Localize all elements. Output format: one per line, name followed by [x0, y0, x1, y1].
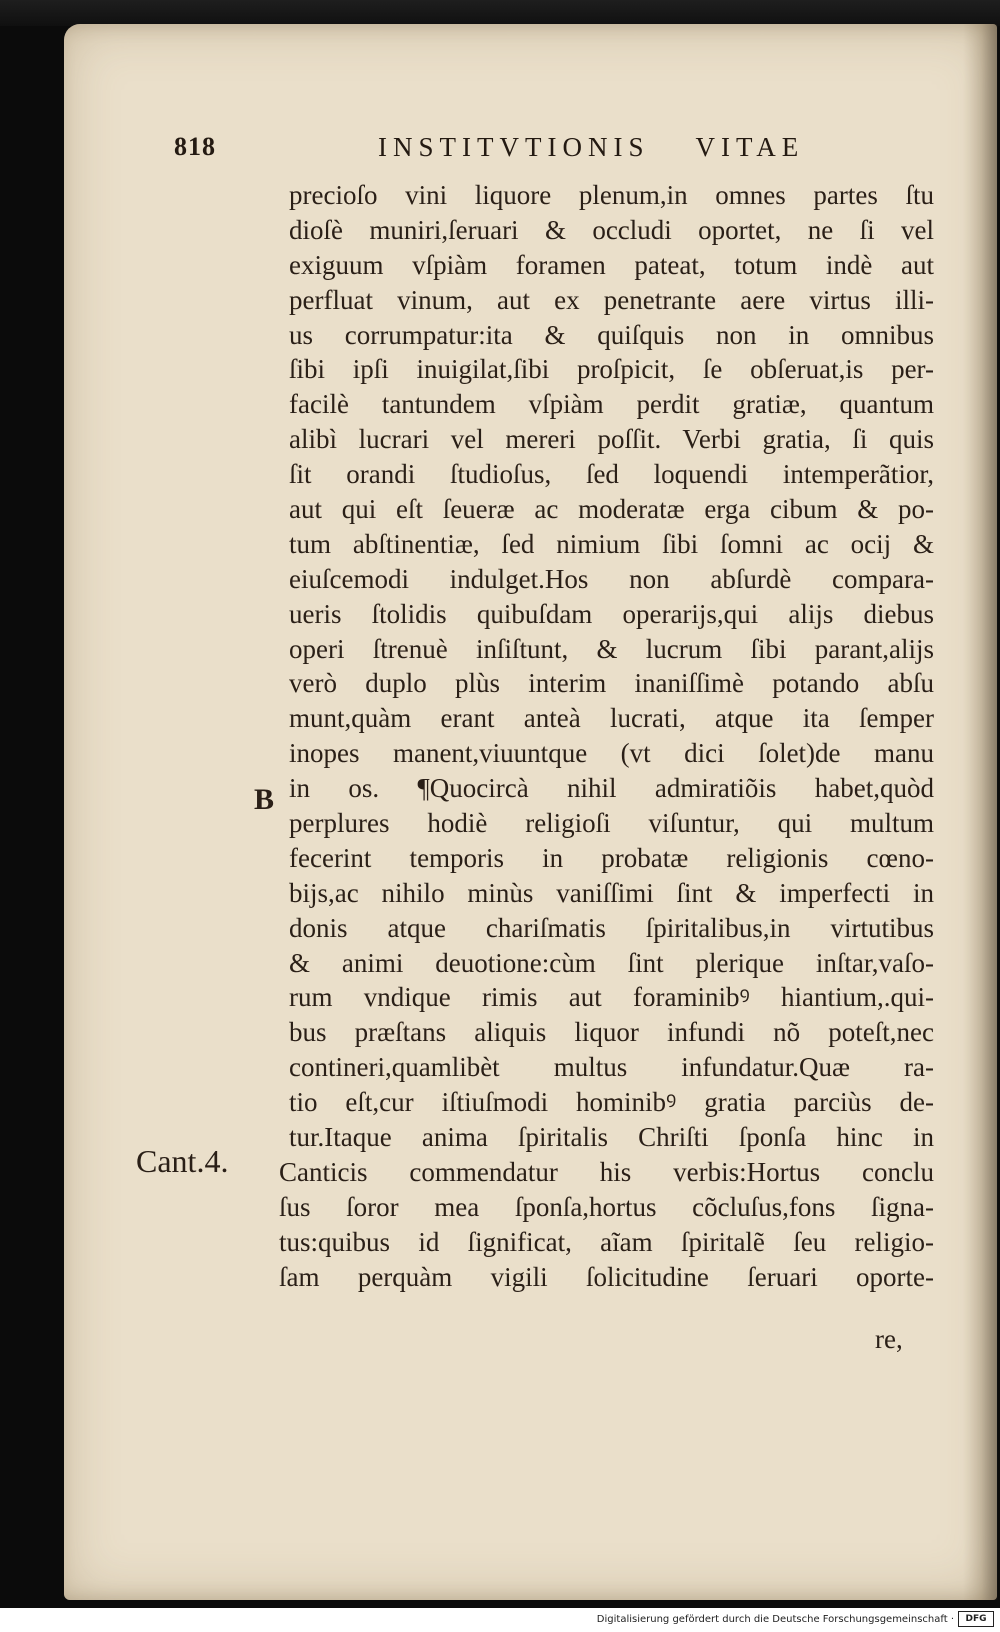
text-line: tus:quibus id ſignificat, aĩam ſpiritalẽ ſeu religio- [279, 1226, 934, 1257]
catchword: re, [875, 1324, 903, 1354]
text-line: us corrumpatur:ita & quiſquis non in omnibus [289, 319, 934, 350]
funding-credit: Digitalisierung gefördert durch die Deutsche Forschungsgemeinschaft · [596, 1614, 954, 1625]
text-line: aut qui eſt ſeueræ ac moderatæ erga cibum & po- [289, 494, 934, 525]
text-line: exiguum vſpiàm foramen pateat, totum indè aut [289, 249, 934, 280]
text-line: & animi deuotione:cùm ſint plerique inſtar,vaſo- [289, 947, 934, 978]
scanner-top-strip [0, 0, 1000, 26]
text-line: contineri,quamlibèt multus infundatur.Quæ ra- [289, 1052, 934, 1083]
text-line: rum vndique rimis aut foraminibꝰ hiantium,.qui- [289, 982, 934, 1013]
running-head-word: VITAE [695, 132, 805, 162]
margin-reference: Cant.4. [136, 1143, 229, 1179]
running-head-word: INSTITVTIONIS [378, 132, 650, 162]
text-line: perfluat vinum, aut ex penetrante aere virtus illi- [289, 284, 934, 315]
text-line: precioſo vini liquore plenum,in omnes partes ſtu [289, 180, 934, 210]
text-line: Canticis commendatur his verbis:Hortus conclu [279, 1156, 934, 1187]
page-number: 818 [174, 132, 216, 161]
text-line: inopes manent,viuuntque (vt dici ſolet)de manu [289, 738, 934, 769]
text-line: munt,quàm erant anteà lucrati, atque ita ſemper [289, 703, 934, 734]
text-line: tur.Itaque anima ſpiritalis Chriſti ſponſa hinc in [289, 1122, 934, 1153]
dfg-logo: DFG [958, 1611, 994, 1627]
body-text [279, 178, 934, 1295]
text-line: in os. ¶Quocircà nihil admiratiõis habet,quòd [289, 773, 934, 804]
digitization-footer [0, 1608, 1000, 1632]
text-line: perplures hodiè religioſi viſuntur, qui multum [289, 808, 934, 839]
text-line: ſam perquàm vigili ſolicitudine ſeruari oporte- [279, 1261, 934, 1292]
text-line: eiuſcemodi indulget.Hos non abſurdè compara- [289, 563, 934, 594]
text-line: bus præſtans aliquis liquor infundi nõ poteſt,nec [289, 1017, 934, 1048]
text-line: dioſè muniri,ſeruari & occludi oportet, ne ſi vel [289, 214, 934, 245]
text-line: tio eſt,cur iſtiuſmodi hominibꝰ gratia parciùs de- [289, 1087, 934, 1118]
text-line: ueris ſtolidis quibuſdam operarijs,qui alijs diebus [289, 598, 934, 629]
text-line: bijs,ac nihilo minùs vaniſſimi ſint & imperfecti in [289, 877, 934, 908]
margin-section-letter: B [254, 783, 275, 816]
text-line: alibì lucrari vel mereri poſſit. Verbi gratia, ſi quis [289, 424, 934, 455]
text-line: verò duplo plùs interim inaniſſimè potando abſu [289, 668, 934, 699]
text-line: tum abſtinentiæ, ſed nimium ſibi ſomni ac ocij & [289, 528, 934, 559]
running-head [378, 132, 804, 163]
text-line: ſus ſoror mea ſponſa,hortus cõcluſus,fons ſigna- [279, 1191, 934, 1222]
page-gutter-shadow [963, 24, 997, 1600]
text-line: ſit orandi ſtudioſus, ſed loquendi intemperãtior, [289, 459, 934, 490]
text-line: donis atque chariſmatis ſpiritalibus,in virtutibus [289, 912, 934, 943]
text-line: ſibi ipſi inuigilat,ſibi proſpicit, ſe obſeruat,is per- [289, 354, 934, 385]
text-line: facilè tantundem vſpiàm perdit gratiæ, quantum [289, 389, 934, 420]
text-line: fecerint temporis in probatæ religionis cœno- [289, 842, 934, 873]
text-line: operi ſtrenuè inſiſtunt, & lucrum ſibi parant,alijs [289, 633, 934, 664]
